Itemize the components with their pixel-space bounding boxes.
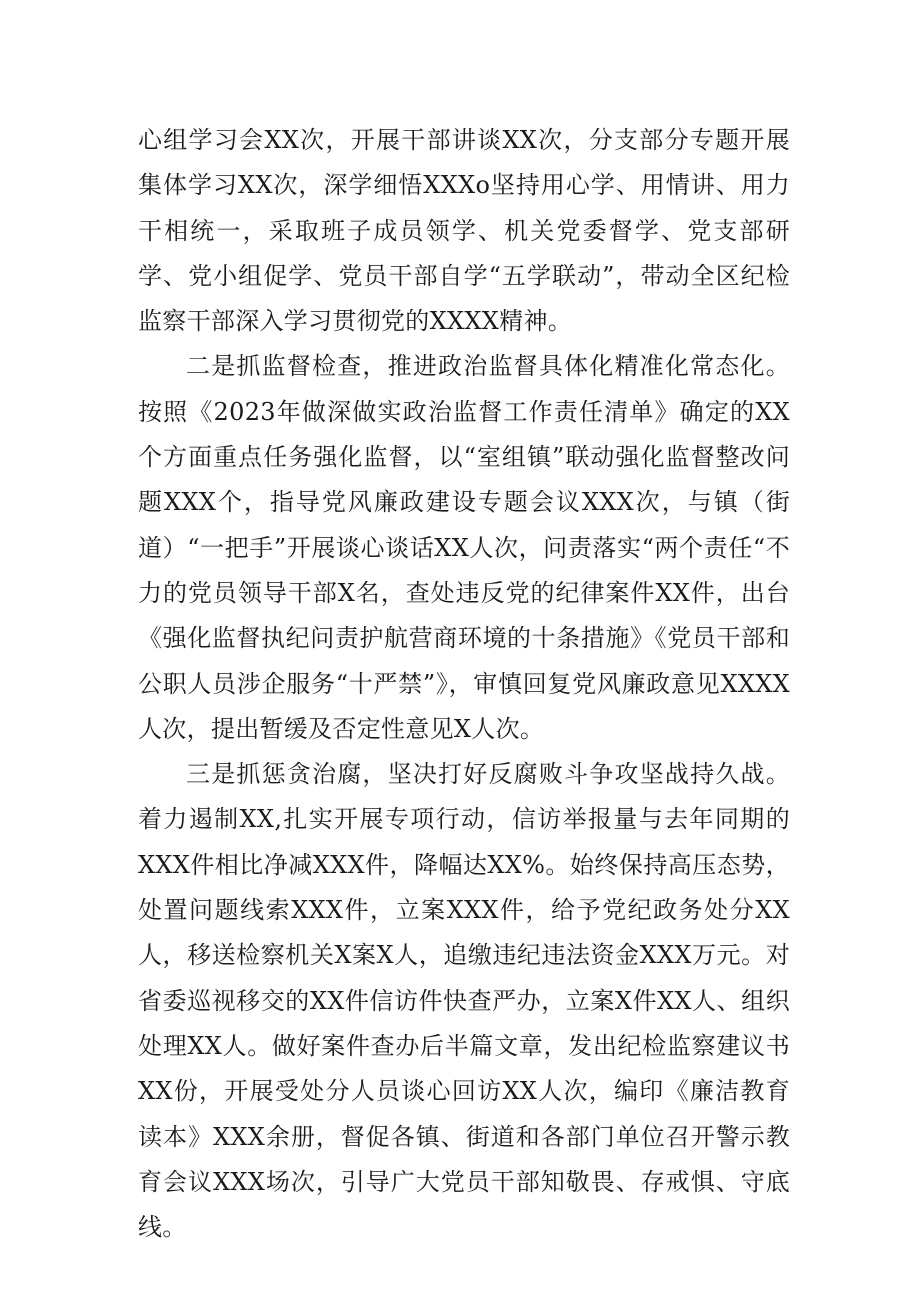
paragraph-anti-corruption: 三是抓惩贪治腐，坚决打好反腐败斗争攻坚战持久战。着力遏制XX,扎实开展专项行动，信访举报量与去年同期的XXX件相比净减XXX件，降幅达XX%。始终保持高压态势，处置问题线索XXX件，立案XXX件，给予党纪政务处分XX人，移送检察机关X案X人，追缴违纪违法资金XXX万元。对省委巡视移交的XX件信访件快查严办，立案X件XX人、组织处理XX人。做好案件查办后半篇文章，发出纪检监察建议书XX份，开展受处分人员谈心回访XX人次，编印《廉洁教育读本》XXX余册，督促各镇、街道和各部门单位召开警示教育会议XXX场次，引导广大党员干部知敬畏、存戒惧、守底线。 [138,760,790,1242]
paragraph-study-continued: 心组学习会XX次，开展干部讲谈XX次，分支部分专题开展集体学习XX次，深学细悟XXXo坚持用心学、用情讲、用力干相统一，采取班子成员领学、机关党委督学、党支部研学、党小组促学、党员干部自学“五学联动”，带动全区纪检监察干部深入学习贯彻党的XXXX精神。 [138,126,790,336]
paragraph-supervision: 二是抓监督检查，推进政治监督具体化精准化常态化。按照《2023年做深做实政治监督工作责任清单》确定的XX个方面重点任务强化监督，以“室组镇”联动强化监督整改问题XXX个，指导党风廉政建设专题会议XXX次，与镇（街道）“一把手”开展谈心谈话XX人次，问责落实“两个责任“不力的党员领导干部X名，查处违反党的纪律案件XX件，出台《强化监督执纪问责护航营商环境的十条措施》《党员干部和公职人员涉企服务“十严禁”》，审慎回复党风廉政意见XXXX人次，提出暂缓及否定性意见X人次。 [138,352,790,743]
document-body [138,118,790,1250]
